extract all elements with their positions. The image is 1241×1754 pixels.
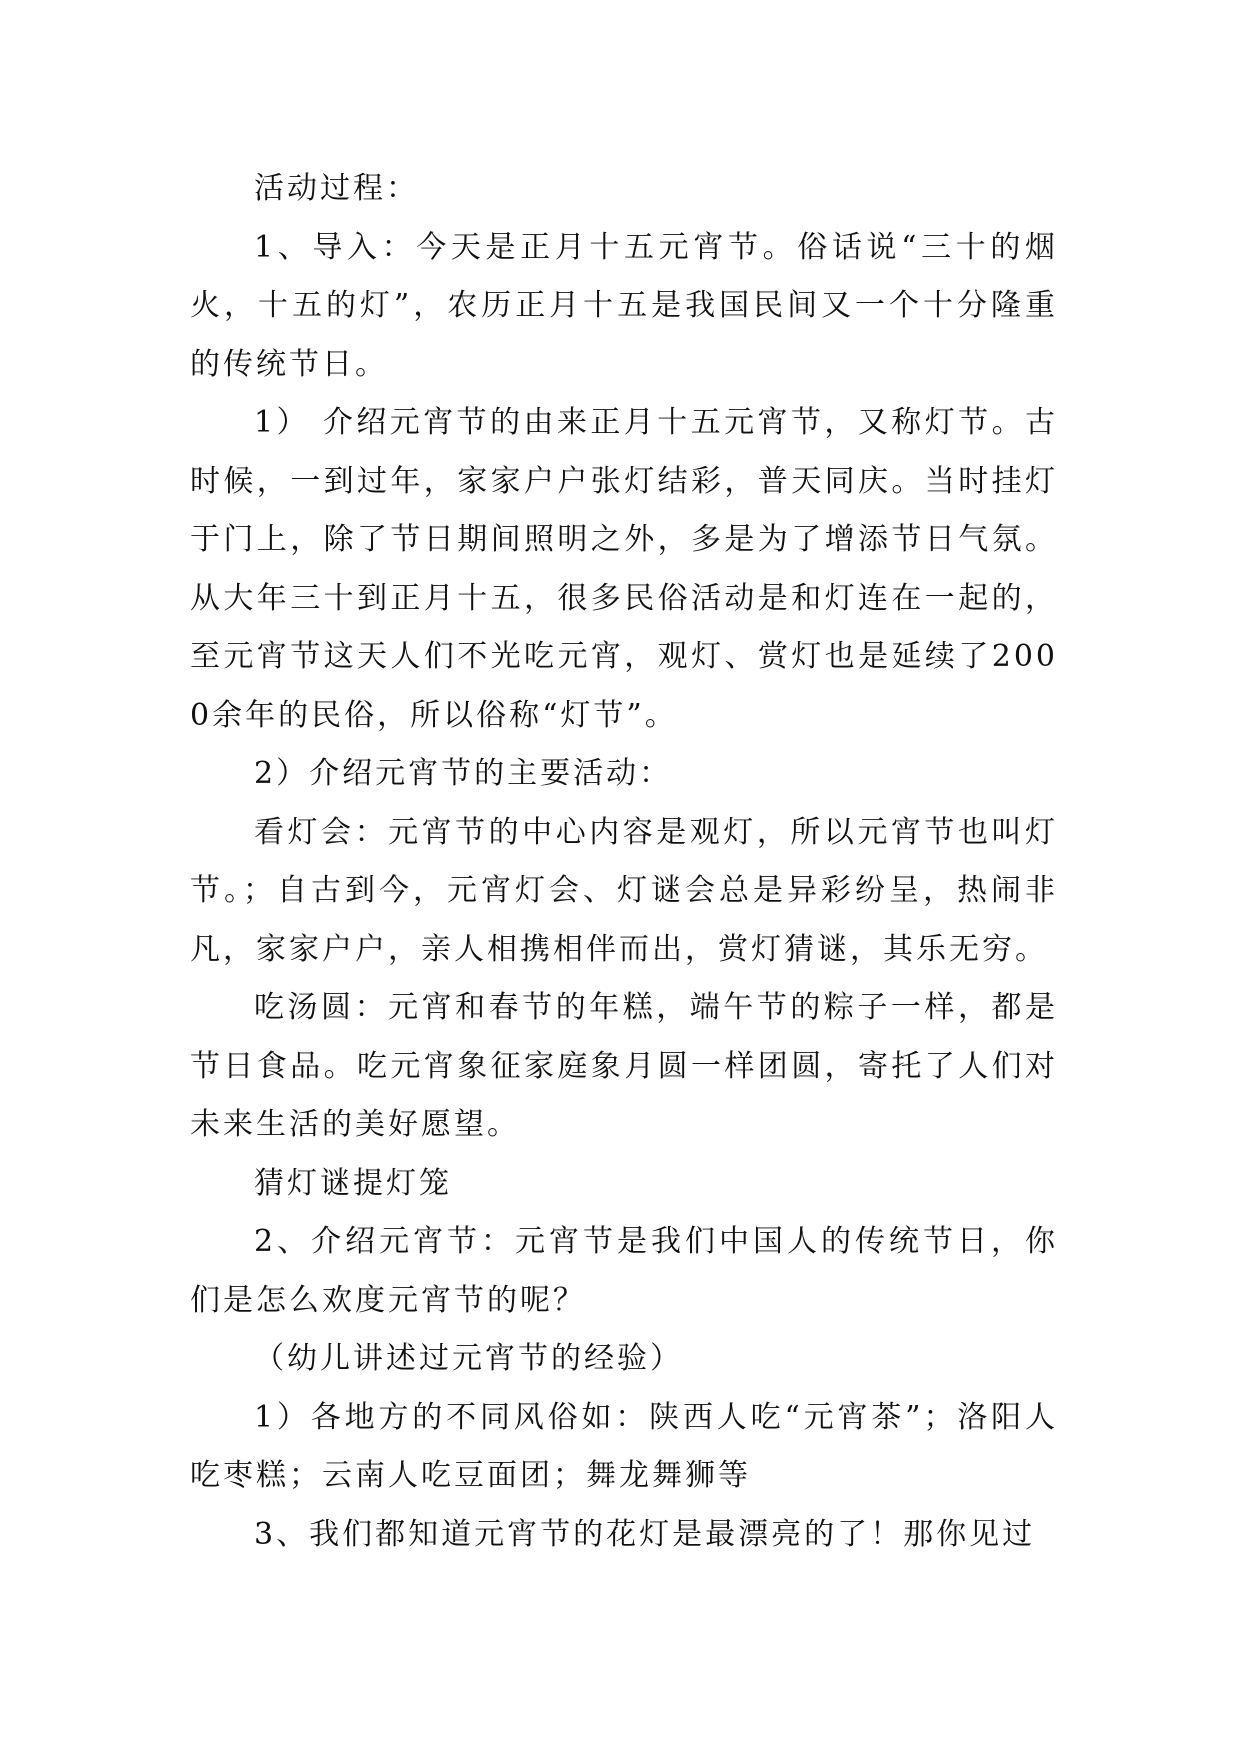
paragraph-introduction: 1、导入：今天是正月十五元宵节。俗话说“三十的烟火，十五的灯”，农历正月十五是我国民间又一个十分隆重的传统节日。 bbox=[190, 229, 1058, 382]
paragraph-lanterns-question: 3、我们都知道元宵节的花灯是最漂亮的了！那你见过 bbox=[254, 1516, 1036, 1552]
paragraph-main-activities-heading: 2）介绍元宵节的主要活动： bbox=[254, 756, 673, 791]
paragraph-introduce-festival: 2、介绍元宵节：元宵节是我们中国人的传统节日，你们是怎么欢度元宵节的呢？ bbox=[190, 1224, 1058, 1318]
paragraph-eat-tangyuan: 吃汤圆：元宵和春节的年糕，端午节的粽子一样，都是节日食品。吃元宵象征家庭象月圆一样团圆，寄托了人们对未来生活的美好愿望。 bbox=[190, 990, 1058, 1142]
paragraph-regional-customs: 1）各地方的不同风俗如：陕西人吃“元宵茶”；洛阳人吃枣糕；云南人吃豆面团；舞龙舞狮等 bbox=[190, 1399, 1058, 1493]
paragraph-lantern-show: 看灯会：元宵节的中心内容是观灯，所以元宵节也叫灯节。；自古到今，元宵灯会、灯谜会总是异彩纷呈，热闹非凡，家家户户，亲人相携相伴而出，赏灯猜谜，其乐无穷。 bbox=[190, 814, 1058, 967]
paragraph-children-share: （幼儿讲述过元宵节的经验） bbox=[254, 1341, 683, 1376]
paragraph-riddles-lanterns: 猜灯谜提灯笼 bbox=[254, 1165, 452, 1201]
document-body bbox=[190, 160, 1058, 1564]
paragraph-activity-process: 活动过程： bbox=[254, 171, 419, 206]
paragraph-festival-origin: 1） 介绍元宵节的由来正月十五元宵节，又称灯节。古时候，一到过年，家家户户张灯结彩，普天同庆。当时挂灯于门上，除了节日期间照明之外，多是为了增添节日气氛。从大年三十到正月十五，很多民俗活动是和灯连在一起的，至元宵节这天人们不光吃元宵，观灯、赏灯也是延续了2000余年的民俗，所以俗称“灯节”。 bbox=[190, 405, 1058, 733]
